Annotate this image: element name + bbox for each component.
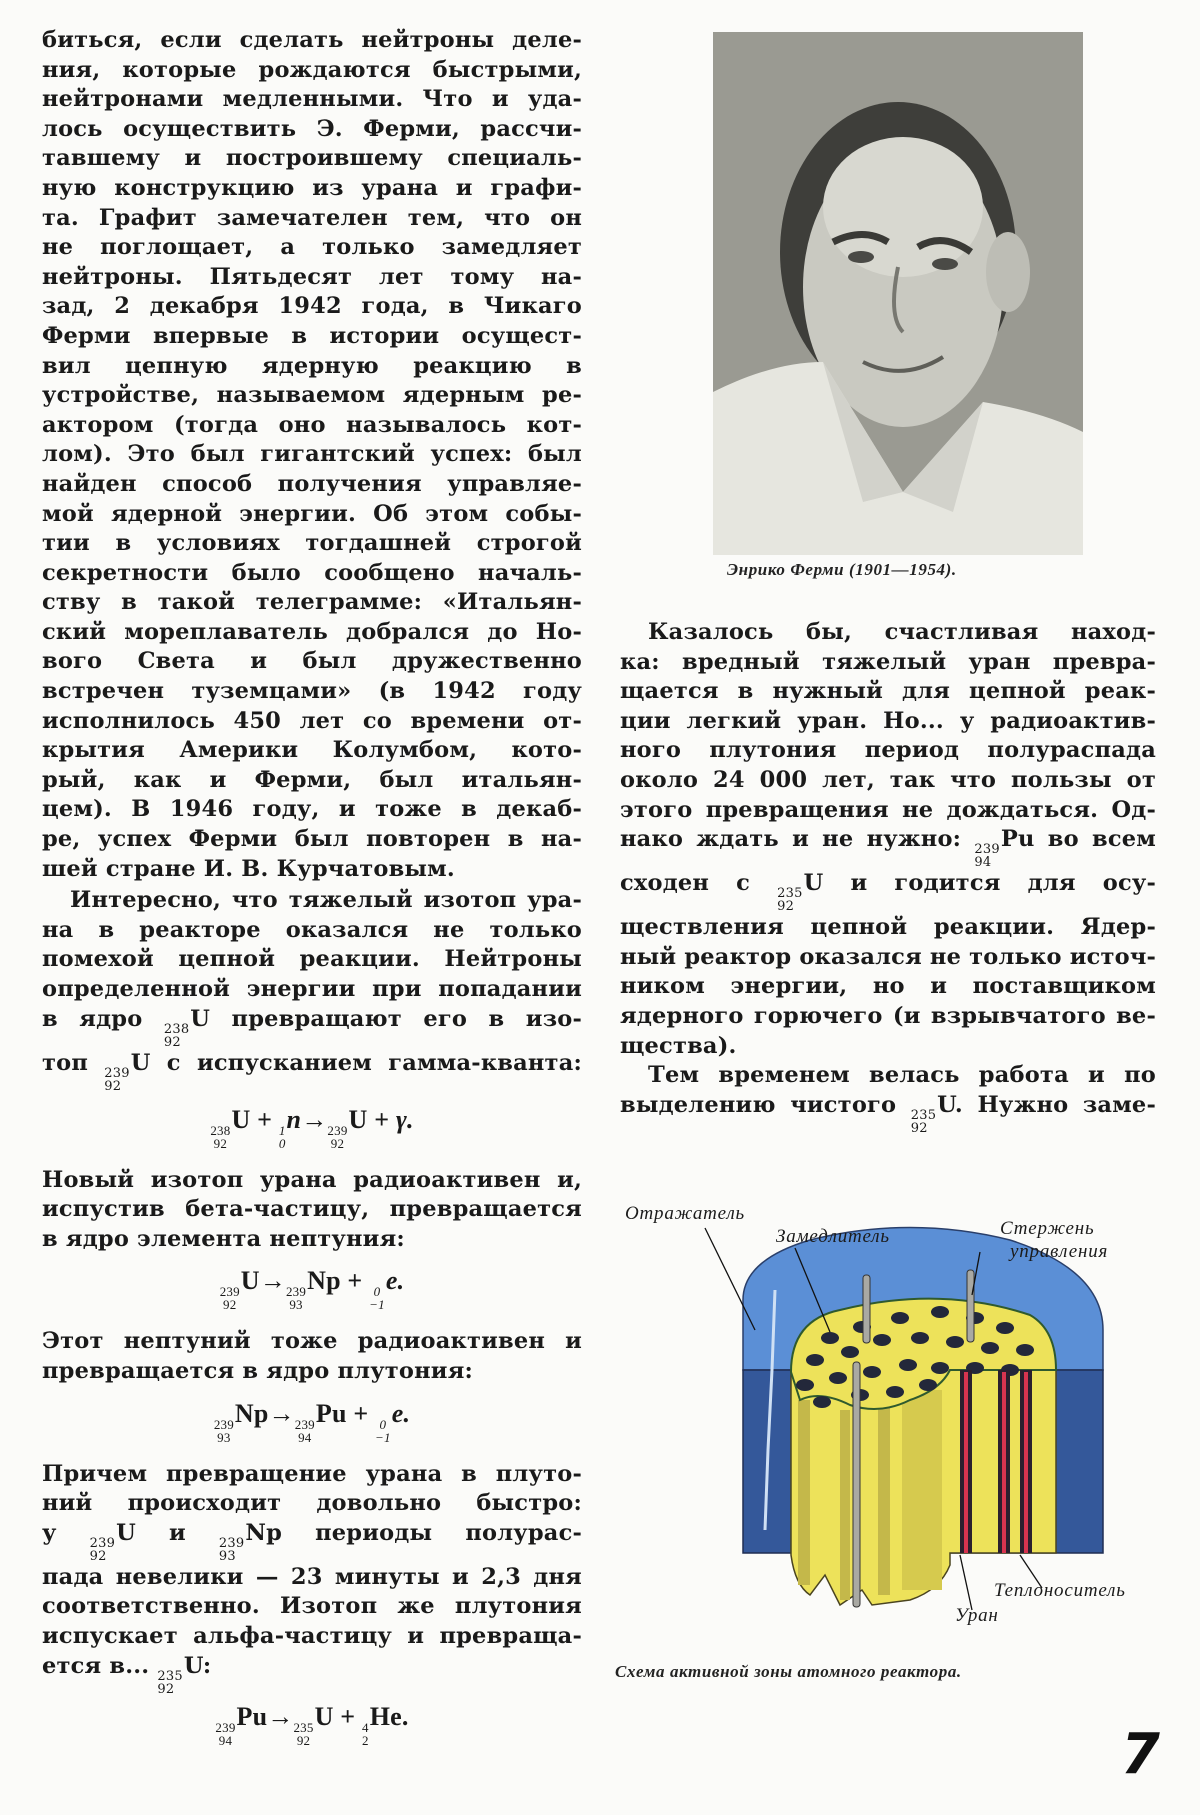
isotope-notation: 0 −1 xyxy=(375,1416,391,1445)
formula-u239-decay: 239 92 U→ 239 93 Np + 0 −1 e. xyxy=(219,1266,405,1313)
text-line: нейтронами медленными. Что и уда- xyxy=(42,86,582,113)
text-line: мой ядерной энергии. Об этом собы- xyxy=(42,500,582,527)
text-line: зад, 2 декабря 1942 года, в Чикаго xyxy=(42,293,582,320)
paragraph-neptunium xyxy=(42,1166,582,1255)
paragraph-fermi-reactor xyxy=(42,26,582,884)
text-line: ядерного горючего (и взрывчатого ве- xyxy=(620,1002,1156,1029)
isotope-notation: 1 0 xyxy=(278,1122,286,1151)
text-line: около 24 000 лет, так что пользы от xyxy=(620,766,1156,793)
text-line: нейтроны. Пятьдесят лет тому на- xyxy=(42,263,582,290)
text-line: Новый изотоп урана радиоактивен и, xyxy=(42,1166,582,1193)
isotope-notation: 235 92 xyxy=(910,1107,937,1136)
text-line: Интересно, что тяжелый изотоп ура- xyxy=(70,887,582,914)
diagram-caption: Схема активной зоны атомного реактора. xyxy=(615,1662,962,1681)
text-line: Ферми впервые в истории осущест- xyxy=(42,322,582,349)
text-line: сходен с 235 92 U и годится для осу- xyxy=(620,870,1156,915)
text-line: этого превращения не дождаться. Од- xyxy=(620,796,1156,823)
paragraph-half-lives xyxy=(42,1460,582,1696)
text-line: устройстве, называемом ядерным ре- xyxy=(42,382,582,409)
text-line: рый, как и Ферми, был итальян- xyxy=(42,766,582,793)
isotope-notation: 235 92 xyxy=(293,1719,314,1748)
left-column xyxy=(42,26,582,1763)
text-line: тии в условиях тогдашней строгой xyxy=(42,530,582,557)
text-line: пада невелики — 23 минуты и 2,3 дня xyxy=(42,1563,582,1590)
text-line: превращается в ядро плутония: xyxy=(42,1357,474,1384)
text-line: выделению чистого 235 92 U. Нужно заме- xyxy=(620,1091,1156,1136)
label-uranium: Уран xyxy=(955,1605,999,1626)
text-line: ции легкий уран. Но... у радиоактив- xyxy=(620,707,1156,734)
text-line: та. Графит замечателен тем, что он xyxy=(42,204,582,231)
text-line: не поглощает, а только замедляет xyxy=(42,234,582,261)
text-line: ный реактор оказался не только источ- xyxy=(620,943,1157,970)
text-line: ский мореплаватель добрался до Но- xyxy=(42,618,582,645)
paragraph-heavy-isotope xyxy=(42,886,582,1092)
text-line: лось осуществить Э. Ферми, рассчи- xyxy=(42,115,582,142)
text-line: Казалось бы, счастливая наход- xyxy=(648,619,1156,645)
isotope-notation: 238 92 xyxy=(163,1021,190,1050)
label-reflector: Отражатель xyxy=(625,1203,745,1224)
text-line: цем). В 1946 году, и тоже в декаб- xyxy=(42,796,582,823)
right-column xyxy=(620,618,1156,1135)
portrait-silhouette-icon xyxy=(713,32,1083,555)
fermi-portrait-photo xyxy=(713,32,1083,555)
formula-u238-capture: 238 92 U + 1 0 n→ 239 92 U + γ. xyxy=(210,1104,414,1151)
text-line: крытия Америки Колумбом, кото- xyxy=(42,737,582,764)
text-line: Причем превращение урана в плуто- xyxy=(42,1460,582,1487)
text-line: Тем временем велась работа и по xyxy=(648,1062,1156,1089)
label-coolant: Теплоноситель xyxy=(994,1580,1126,1601)
text-line: ству в такой телеграмме: «Итальян- xyxy=(42,589,582,616)
text-line: вил цепную ядерную реакцию в xyxy=(42,352,582,379)
isotope-notation: 239 92 xyxy=(327,1122,348,1151)
isotope-notation: 239 92 xyxy=(104,1065,130,1094)
isotope-notation: 0 −1 xyxy=(369,1284,385,1313)
photo-caption: Энрико Ферми (1901—1954). xyxy=(727,560,957,579)
paragraph-plutonium xyxy=(42,1327,582,1386)
text-line: нако ждать и не нужно: 239 94 Pu во всем xyxy=(620,826,1156,871)
text-line: ного плутония период полураспада xyxy=(620,737,1156,764)
text-line: определенной энергии при попадании xyxy=(42,976,582,1002)
isotope-notation: 239 94 xyxy=(294,1416,315,1445)
text-line: встречен туземцами» (в 1942 году xyxy=(42,678,582,705)
isotope-notation: 239 92 xyxy=(89,1535,116,1564)
isotope-notation: 239 94 xyxy=(215,1719,236,1748)
formula-np239-decay: 239 93 Np→ 239 94 Pu + 0 −1 e. xyxy=(213,1398,411,1445)
isotope-notation: 235 92 xyxy=(157,1668,183,1697)
isotope-notation: 239 93 xyxy=(218,1535,245,1564)
isotope-notation: 239 92 xyxy=(219,1284,240,1313)
text-line: топ 239 92 U с испусканием гамма-кванта: xyxy=(42,1049,582,1094)
text-line: ния, которые рождаются быстрыми, xyxy=(42,56,582,83)
text-line: актором (тогда оно называлось кот- xyxy=(42,411,582,438)
text-line: щается в нужный для цепной реак- xyxy=(620,678,1156,705)
text-line: вого Света и был дружественно xyxy=(42,648,582,675)
text-line: ную конструкцию из урана и графи- xyxy=(42,174,582,201)
isotope-notation: 239 93 xyxy=(213,1416,234,1445)
text-line: ется в... 235 92 U: xyxy=(42,1652,212,1697)
text-line: шей стране И. В. Курчатовым. xyxy=(42,855,455,882)
text-line: биться, если сделать нейтроны деле- xyxy=(42,27,582,53)
label-control-rod-1: Стержень xyxy=(1000,1218,1095,1239)
isotope-notation: 239 93 xyxy=(285,1284,307,1313)
text-line: ний происходит довольно быстро: xyxy=(42,1490,582,1517)
isotope-notation: 239 94 xyxy=(974,842,1000,871)
isotope-notation: 235 92 xyxy=(777,886,803,915)
text-line: секретности было сообщено началь- xyxy=(42,559,582,586)
label-moderator: Замедлитель xyxy=(776,1226,890,1247)
text-line: найден способ получения управляе- xyxy=(42,470,582,497)
isotope-notation: 238 92 xyxy=(210,1122,231,1151)
text-line: ником энергии, но и поставщиком xyxy=(620,973,1156,1000)
text-line: помехой цепной реакции. Нейтроны xyxy=(42,946,582,973)
text-line: испустив бета-частицу, превращается xyxy=(42,1196,582,1223)
formula-pu239-alpha: 239 94 Pu→ 235 92 U + 4 2 He. xyxy=(215,1701,409,1748)
label-control-rod-2: управления xyxy=(1010,1241,1109,1262)
text-line: ре, успех Ферми был повторен в на- xyxy=(42,826,582,853)
paragraph-plutonium-halflife xyxy=(620,618,1156,1061)
text-line: исполнилось 450 лет со времени от- xyxy=(42,707,582,734)
text-line: ка: вредный тяжелый уран превра- xyxy=(620,648,1156,675)
text-line: на в реакторе оказался не только xyxy=(42,916,582,943)
text-line: соответственно. Изотоп же плутония xyxy=(42,1593,582,1620)
text-line: испускает альфа-частицу и превраща- xyxy=(42,1622,582,1649)
text-line: щества). xyxy=(620,1032,737,1059)
text-line: Этот нептуний тоже радиоактивен и xyxy=(42,1328,582,1355)
text-line: в ядро элемента нептуния: xyxy=(42,1225,405,1252)
text-line: у 239 92 U и 239 93 Np периоды полурас- xyxy=(42,1519,583,1564)
paragraph-u235-separation xyxy=(620,1061,1156,1135)
text-line: тавшему и построившему специаль- xyxy=(42,145,582,172)
text-line: лом). Это был гигантский успех: был xyxy=(42,441,582,468)
text-line: ществления цепной реакции. Ядер- xyxy=(620,914,1156,941)
isotope-notation: 4 2 xyxy=(362,1719,369,1748)
text-line: в ядро 238 92 U превращают его в изо- xyxy=(42,1005,583,1050)
page-number: 7 xyxy=(1121,1722,1160,1787)
